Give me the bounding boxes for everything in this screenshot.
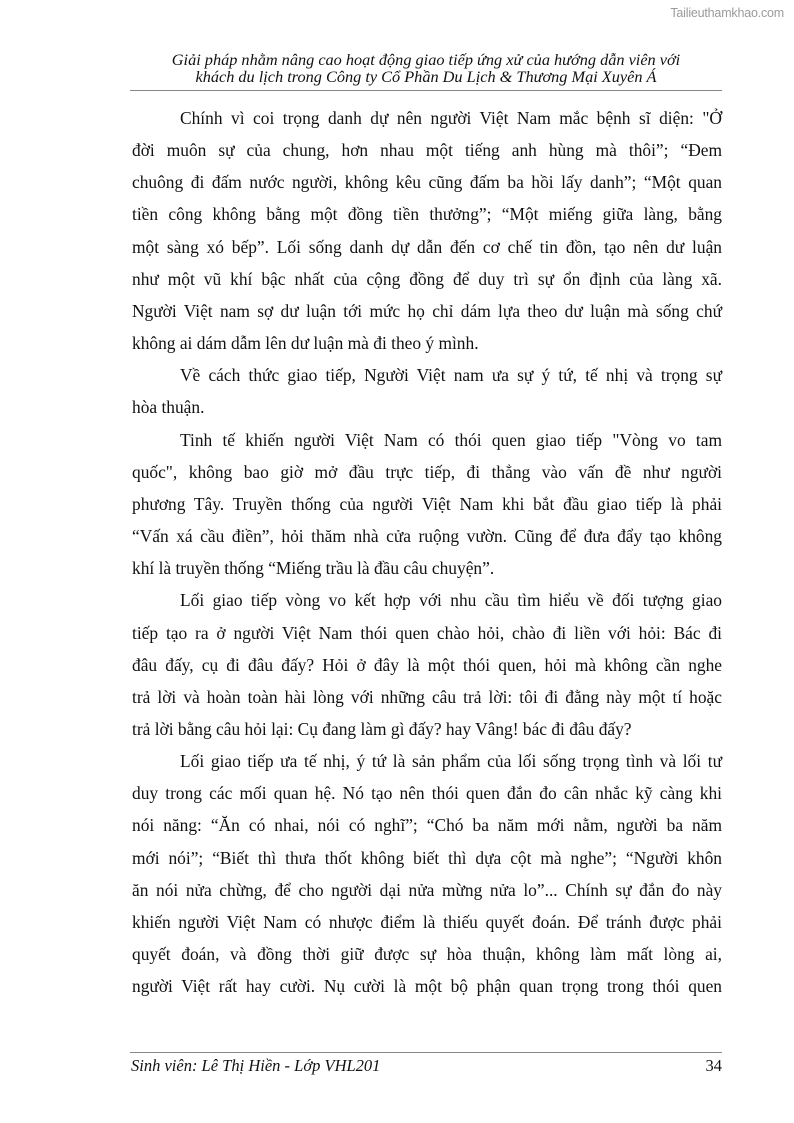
- header-line-1: Giải pháp nhằm nâng cao hoạt động giao tiếp ứng xử của hướng dẫn viên với: [171, 50, 681, 69]
- text-line: tiếp tạo ra ở người Việt Nam thói quen chào hỏi, chào đi liền với hỏi: Bác đi: [132, 622, 722, 643]
- header-line-2: khách du lịch trong Công ty Cổ Phần Du Lịch & Thương Mại Xuyên Á: [195, 67, 657, 86]
- text-line: quốc", không bao giờ mở đầu trực tiếp, đi thẳng vào vấn đề như người: [132, 461, 722, 482]
- running-header: [130, 51, 722, 85]
- paragraph: [132, 102, 722, 359]
- watermark: Tailieuthamkhao.com: [670, 6, 784, 20]
- text-line: Chính vì coi trọng danh dự nên người Việt Nam mắc bệnh sĩ diện: "Ở: [180, 108, 722, 128]
- text-line: hòa thuận.: [132, 397, 205, 418]
- text-line: đời muôn sự của chung, hơn nhau một tiếng anh hùng mà thôi”; “Đem: [132, 140, 722, 161]
- text-line: khí là truyền thống “Miếng trầu là đầu câu chuyện”.: [132, 558, 495, 579]
- page-number: 34: [705, 1056, 722, 1075]
- text-line: Lối giao tiếp ưa tế nhị, ý tứ là sản phẩm của lối sống trọng tình và lối tư: [180, 751, 722, 772]
- footer-student: Sinh viên: Lê Thị Hiền - Lớp VHL201: [131, 1056, 381, 1075]
- text-line: khiến người Việt Nam có nhược điểm là thiếu quyết đoán. Để tránh được phải: [132, 911, 722, 932]
- text-line: “Vấn xá cầu điền”, hỏi thăm nhà cửa ruộng vườn. Cũng để đưa đẩy tạo không: [132, 526, 722, 547]
- text-line: Người Việt nam sợ dư luận tới mức họ chỉ dám lựa theo dư luận mà sống chứ: [132, 300, 722, 321]
- text-line: một sàng xó bếp”. Lối sống danh dự dẫn đến cơ chế tin đồn, tạo nên dư luận: [132, 236, 722, 257]
- text-line: Tinh tế khiến người Việt Nam có thói quen giao tiếp "Vòng vo tam: [180, 429, 722, 450]
- text-line: duy trong các mối quan hệ. Nó tạo nên thói quen đắn đo cân nhắc kỹ càng khi: [132, 783, 722, 804]
- footer-rule: [130, 1052, 722, 1053]
- text-line: Về cách thức giao tiếp, Người Việt nam ưa sự ý tứ, tế nhị và trọng sự: [180, 365, 722, 386]
- text-line: đâu đấy, cụ đi đâu đấy? Hỏi ở đây là một thói quen, hỏi mà không cần nghe: [132, 654, 722, 675]
- text-line: không ai dám dẫm lên dư luận mà đi theo ý mình.: [132, 333, 479, 354]
- text-line: trả lời và hoàn toàn hài lòng với những câu trả lời: tôi đi đằng này một tí hoặc: [132, 686, 722, 707]
- paragraph: [132, 359, 722, 423]
- text-line: như một vũ khí bậc nhất của cộng đồng để duy trì sự ổn định của làng xã.: [132, 268, 722, 289]
- text-line: nói năng: “Ăn có nhai, nói có nghĩ”; “Chó ba năm mới nằm, người ba năm: [132, 815, 722, 836]
- text-line: ăn nói nửa chừng, để cho người dại nửa mừng nửa lo”... Chính sự đắn đo này: [132, 879, 722, 900]
- text-line: Lối giao tiếp vòng vo kết hợp với nhu cầu tìm hiểu về đối tượng giao: [180, 590, 722, 611]
- header-rule: [130, 90, 722, 91]
- document-body: [132, 102, 722, 1002]
- text-line: tiền công không bằng một đồng tiền thưởng”; “Một miếng giữa làng, bằng: [132, 204, 722, 225]
- paragraph: [132, 424, 722, 585]
- text-line: quyết đoán, và đồng thời giữ được sự hòa thuận, không làm mất lòng ai,: [132, 944, 722, 965]
- text-line: chuông đi đấm nước người, không kêu cũng đấm ba hồi lấy danh”; “Một quan: [132, 172, 722, 193]
- paragraph: [132, 745, 722, 1002]
- text-line: người Việt rất hay cười. Nụ cười là một bộ phận quan trọng trong thói quen: [132, 976, 722, 997]
- text-line: mới nói”; “Biết thì thưa thốt không biết thì dựa cột mà nghe”; “Người khôn: [132, 847, 722, 868]
- text-line: phương Tây. Truyền thống của người Việt Nam khi bắt đầu giao tiếp là phải: [132, 493, 722, 514]
- paragraph: [132, 584, 722, 745]
- text-line: trả lời bằng câu hỏi lại: Cụ đang làm gì đấy? hay Vâng! bác đi đâu đấy?: [132, 718, 632, 739]
- running-footer: [131, 1056, 722, 1076]
